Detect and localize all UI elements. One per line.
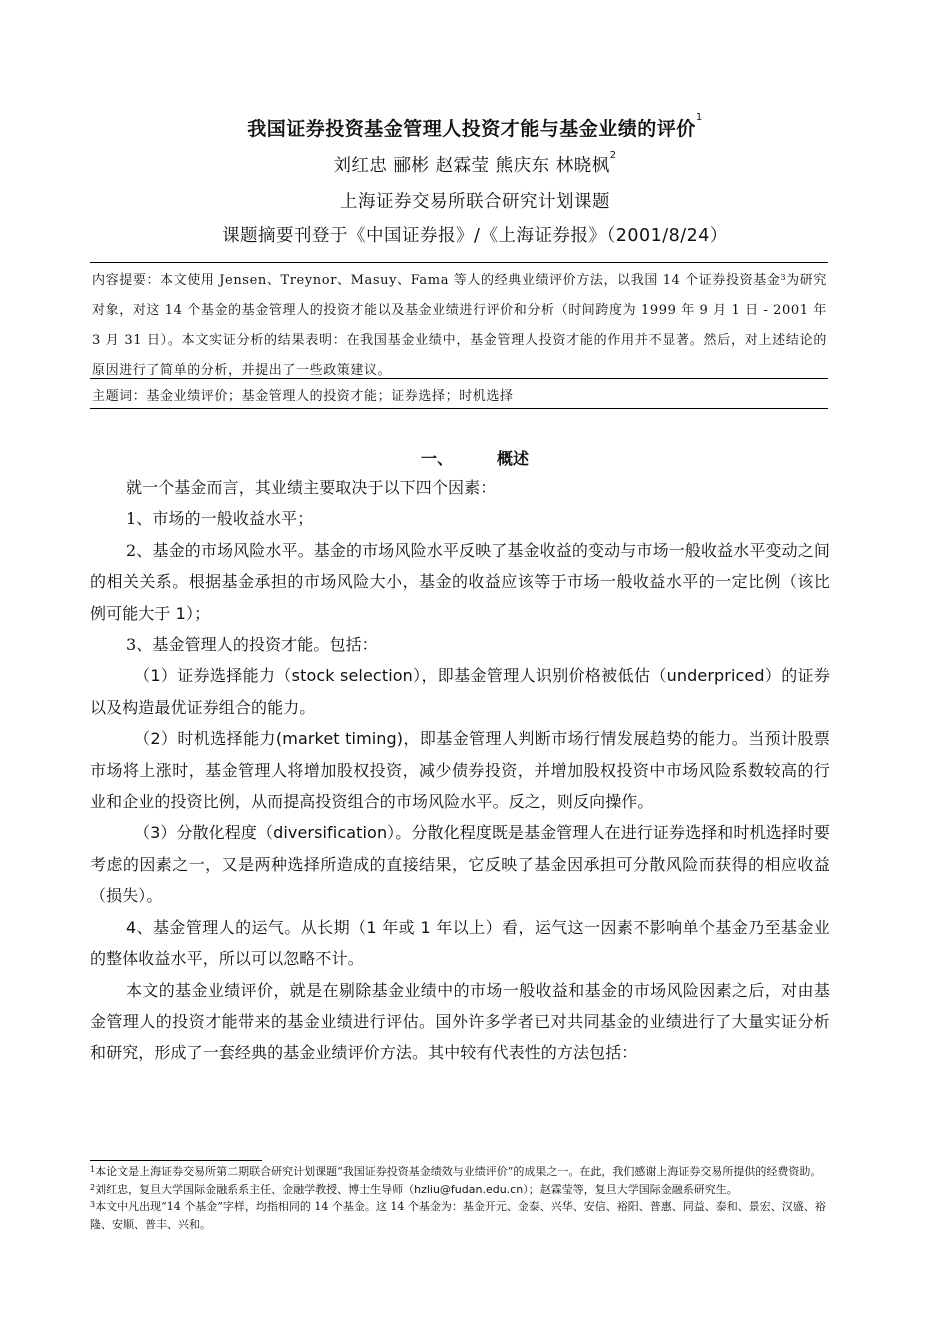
footnote-separator bbox=[90, 1160, 262, 1161]
abstract-top-rule bbox=[90, 262, 828, 263]
footnote-2-text: 刘红忠，复旦大学国际金融系系主任、金融学教授、博士生导师（hzliu@fudan.edu.cn）；赵霖莹等，复旦大学国际金融系研究生。 bbox=[95, 1182, 738, 1196]
evaluation-text-2: 国外许多学者已对共同基金的业绩进行了大量实证分析和研究，形成了一套经典的基金业绩评价方法。 bbox=[90, 1011, 830, 1063]
footnote-1-text: 本论文是上海证券交易所第二期联合研究计划课题“我国证券投资基金绩效与业绩评价”的成果之一。在此，我们感谢上海证券交易所提供的经费资助。 bbox=[95, 1165, 822, 1178]
section-heading bbox=[0, 446, 950, 469]
authors-footnote-marker: 2 bbox=[609, 150, 617, 161]
abstract-footnote-marker: 3 bbox=[780, 273, 787, 282]
footnote-3 bbox=[90, 1198, 830, 1233]
abstract-bottom-rule bbox=[90, 378, 828, 379]
footnotes bbox=[90, 1163, 830, 1233]
body-text bbox=[90, 472, 830, 1069]
institution-line: 上海证券交易所联合研究计划课题 bbox=[340, 192, 610, 212]
authors-text: 刘红忠 郦彬 赵霖莹 熊庆东 林晓枫 bbox=[333, 156, 610, 176]
abstract-text-1: 内容提要：本文使用 Jensen、Treynor、Masuy、Fama 等人的经典业绩评价方法，以我国 14 个证券投资基金 bbox=[92, 273, 781, 288]
footnote-2-marker: 2 bbox=[90, 1182, 96, 1192]
paragraph-market-timing: （2）时机选择能力(market timing)，即基金管理人判断市场行情发展趋势的能力。当预计股票市场将上涨时，基金管理人将增加股权投资，减少债券投资，并增加股权投资中市场风险系数较高的行业和企业的投资比例，从而提高投资组合的市场风险水平。反之，则反向操作。 bbox=[90, 729, 830, 812]
abstract-block bbox=[92, 266, 827, 386]
evaluation-text-1: 本文的基金业绩评价，就是在剔除基金业绩中的市场一般收益和基金的市场风险因素之后，对由基金管理人的投资才能带来的基金业绩进行评估。 bbox=[90, 980, 830, 1031]
paragraph-evaluation bbox=[90, 975, 830, 1069]
abstract-text-2: 为研究对象，对这 14 个基金的基金管理人的投资才能以及基金业绩进行评价和分析（时间跨度为 1999 年 9 月 1 日 - 2001 年 3 月 31 日）。本文实证分析的结果表明：在我国基金业绩中，基金管理人投资才能的作用并不显著。然后，对上述结论的原因进行了简单的分析，并提出了一些政策建议。 bbox=[92, 273, 827, 378]
footnote-3-marker: 3 bbox=[90, 1200, 96, 1209]
section-title: 概述 bbox=[497, 449, 530, 468]
author-list bbox=[0, 152, 950, 177]
paper-title bbox=[0, 114, 950, 141]
paragraph-stock-selection: （1）证券选择能力（stock selection），即基金管理人识别价格被低估（underpriced）的证券以及构造最优证券组合的能力。 bbox=[90, 666, 830, 717]
evaluation-text-3: 其中较有代表性的方法包括： bbox=[428, 1043, 638, 1063]
footnote-1 bbox=[90, 1163, 830, 1181]
footnote-2 bbox=[90, 1181, 830, 1199]
publication-line: 课题摘要刊登于《中国证券报》/《上海证券报》（2001/8/24） bbox=[222, 226, 728, 246]
paragraph-factor-2 bbox=[90, 535, 830, 629]
keywords-line: 主题词：基金业绩评价；基金管理人的投资才能；证券选择；时机选择 bbox=[92, 389, 514, 404]
paragraph-factor-4: 4、基金管理人的运气。从长期（1 年或 1 年以上）看，运气这一因素不影响单个基金乃至基金业的整体收益水平，所以可以忽略不计。 bbox=[90, 917, 830, 969]
footnote-1-marker: 1 bbox=[90, 1165, 96, 1174]
factor-2-detail: 基金的市场风险水平反映了基金收益的变动与市场一般收益水平变动之间的相关关系。根据基金承担的市场风险大小，基金的收益应该等于市场一般收益水平的一定比例（该比例可能大于 1）； bbox=[90, 540, 830, 623]
paragraph-factor-3: 3、基金管理人的投资才能。包括： bbox=[126, 635, 378, 655]
factor-2-lead: 2、基金的市场风险水平。 bbox=[126, 540, 314, 560]
title-text: 我国证券投资基金管理人投资才能与基金业绩的评价 bbox=[247, 118, 696, 140]
keywords-bottom-rule bbox=[90, 408, 828, 409]
paragraph-diversification: （3）分散化程度（diversification）。分散化程度既是基金管理人在进行证券选择和时机选择时要考虑的因素之一，又是两种选择所造成的直接结果，它反映了基金因承担可分散风险而获得的相应收益（损失）。 bbox=[90, 823, 830, 906]
paragraph-intro: 就一个基金而言，其业绩主要取决于以下四个因素： bbox=[126, 478, 497, 497]
paragraph-factor-1: 1、市场的一般收益水平； bbox=[126, 509, 314, 529]
title-footnote-marker: 1 bbox=[695, 112, 703, 123]
footnote-3-text: 本文中凡出现“14 个基金”字样，均指相同的 14 个基金。这 14 个基金为：基金开元、金泰、兴华、安信、裕阳、普惠、同益、泰和、景宏、汉盛、裕隆、安顺、普丰、兴和。 bbox=[90, 1200, 826, 1231]
section-number: 一、 bbox=[420, 449, 453, 468]
